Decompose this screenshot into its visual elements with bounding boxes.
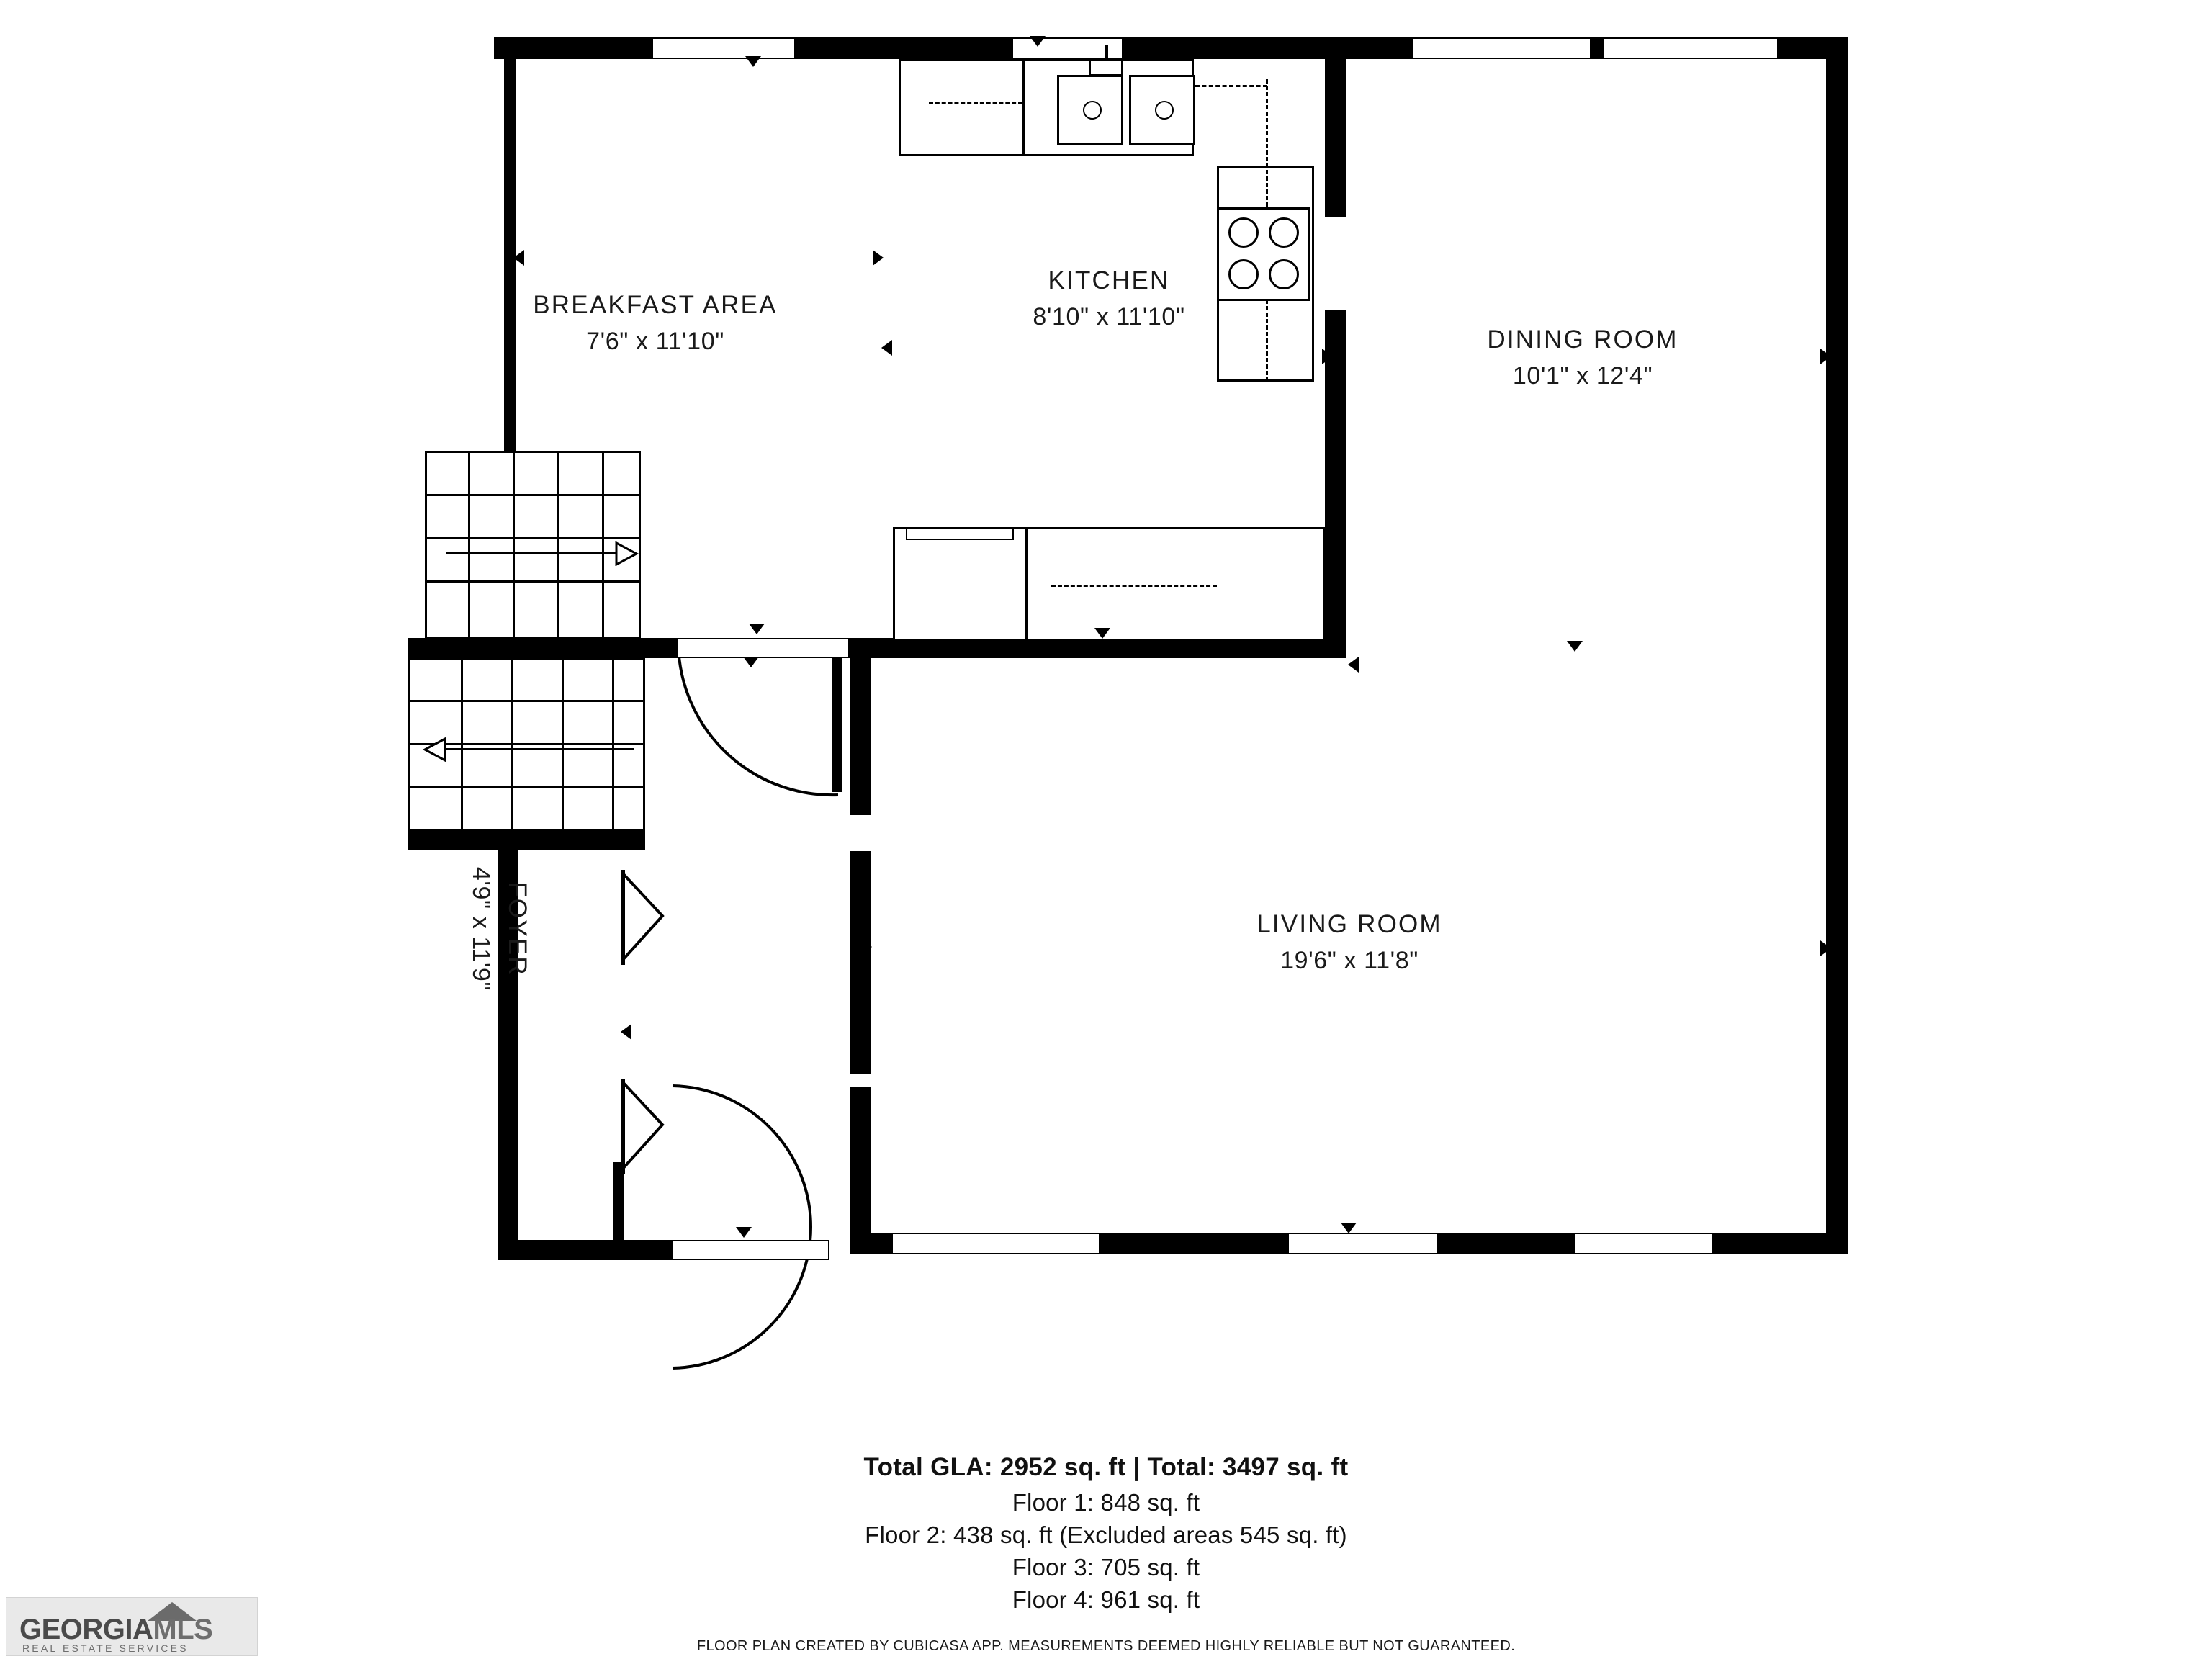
room-name: DINING ROOM [1487,325,1678,354]
window-bottom-living-1 [891,1233,1100,1254]
door-jamb-foyer-lower [621,1079,625,1174]
view-marker-icon [1567,641,1583,652]
stair-direction-up-line [446,552,626,554]
room-dimensions: 7'6" x 11'10" [586,327,724,355]
brand-secondary: MLS [153,1614,213,1645]
stair-tread [425,494,641,496]
brand-primary: GEORGIA [19,1614,153,1645]
view-marker-icon [1348,657,1359,673]
counter-top-divider [1022,59,1025,156]
wall-foyer-right-c [850,1087,871,1254]
view-marker-icon [881,340,892,356]
view-marker-icon [1030,36,1046,47]
view-marker-icon [513,250,524,266]
window-top-left [652,37,796,59]
wall-foyer-right-a [850,649,871,815]
cabinet-dashed-top [929,102,1022,104]
wall-foyer-right-b [850,851,871,1074]
stair-direction-down-line [446,748,634,750]
room-dimensions: 8'10" x 11'10" [1033,302,1185,331]
area-summary [0,1453,2212,1655]
wall-exterior-right [1826,37,1848,1254]
door-jamb-foyer-upper [621,870,625,965]
room-label-foyer [465,778,533,1080]
view-marker-icon [749,624,765,634]
door-threshold-front [671,1240,830,1260]
room-name: KITCHEN [1048,266,1170,295]
view-marker-icon [1820,940,1831,956]
door-threshold-foyer-top [677,638,850,658]
window-top-dining-1 [1411,37,1591,59]
door-arc-foyer-closet-upper [619,870,706,963]
room-label-kitchen [886,265,1332,333]
stair-riser [461,658,463,831]
room-dimensions: 4'9" x 11'9" [467,866,495,992]
wall-kitchen-right-upper [1325,37,1346,217]
brand-name [19,1614,212,1646]
stair-tread [425,580,641,583]
sink-faucet-neck [1105,45,1108,60]
room-label-dining-room [1359,324,1806,392]
view-marker-icon [1341,1223,1357,1233]
floor-4-area: Floor 4: 961 sq. ft [1012,1586,1200,1613]
view-marker-icon [736,1227,752,1238]
cabinet-dashed-connector [1195,85,1267,87]
door-arc-foyer-closet-lower [619,1079,706,1172]
stair-riser [468,451,470,639]
room-name: BREAKFAST AREA [533,291,778,319]
cabinet-dashed-peninsula [1051,585,1217,587]
door-leaf-front [613,1162,624,1254]
window-top-dining-2 [1602,37,1779,59]
view-marker-icon [861,939,872,955]
floor-3-area: Floor 3: 705 sq. ft [1012,1553,1200,1581]
total-area-line: Total GLA: 2952 sq. ft | Total: 3497 sq. ft [863,1453,1349,1481]
stair-riser [602,451,604,639]
floor-2-area: Floor 2: 438 sq. ft (Excluded areas 545 sq. ft) [865,1521,1347,1548]
room-label-breakfast-area [432,289,878,357]
room-label-living-room [1126,909,1573,976]
brand-tagline: REAL ESTATE SERVICES [22,1642,189,1654]
room-dimensions: 10'1" x 12'4" [1512,361,1653,390]
view-marker-icon [1820,349,1831,364]
counter-peninsula-divider [1025,529,1028,641]
stair-tread [408,700,645,702]
burner-top-left [1228,217,1259,248]
stair-up-arrowhead-icon [615,541,639,566]
stair-down-arrowhead-icon [422,737,446,762]
window-bottom-living-3 [1573,1233,1714,1254]
stair-riser [562,658,564,831]
stair-riser [557,451,559,639]
stair-riser [513,451,515,639]
counter-peninsula-inset [906,527,1014,540]
room-dimensions: 19'6" x 11'8" [1280,946,1419,974]
door-arc-foyer-top [677,641,850,799]
room-name: FOYER [503,881,531,976]
stairs-upper [425,451,641,639]
view-marker-icon [1322,349,1333,364]
view-marker-icon [1094,628,1110,639]
view-marker-icon [621,1024,631,1040]
georgia-mls-watermark [6,1597,258,1656]
view-marker-icon [743,657,759,667]
burner-top-right [1269,217,1299,248]
sink-faucet [1089,59,1123,76]
view-marker-icon [745,56,761,67]
room-name: LIVING ROOM [1256,910,1442,938]
sink-drain-left [1083,101,1102,120]
stair-tread [425,537,641,539]
stair-riser [612,658,614,831]
view-marker-icon [873,250,884,266]
disclaimer-text: FLOOR PLAN CREATED BY CUBICASA APP. MEASUREMENTS DEEMED HIGHLY RELIABLE BUT NOT GUARANTEED. [696,1637,1516,1654]
wall-exterior-left-upper [494,37,516,55]
floor-1-area: Floor 1: 848 sq. ft [1012,1489,1200,1516]
window-bottom-living-2 [1287,1233,1439,1254]
wall-kitchen-living-divider [828,638,1346,658]
counter-peninsula [893,527,1325,641]
view-marker-icon [853,1024,863,1040]
wall-jog-kitchen [1331,374,1336,461]
sink-drain-right [1155,101,1174,120]
